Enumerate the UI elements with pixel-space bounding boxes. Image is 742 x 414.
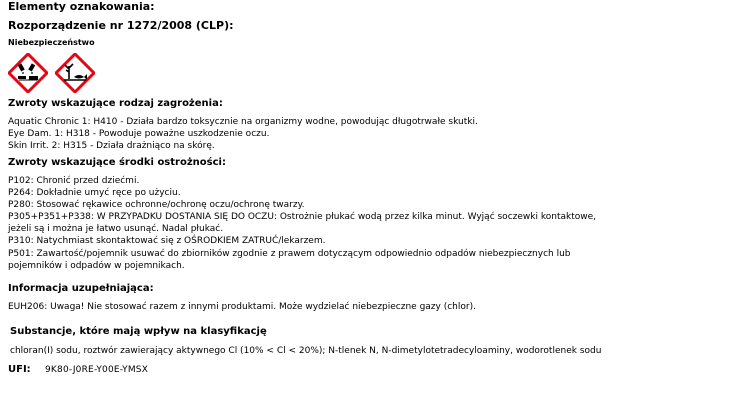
supplementary-text: EUH206: Uwaga! Nie stosować razem z innymi produktami. Może wydzielać niebezpieczne gazy (chlor). (8, 302, 476, 312)
precaution-line: P280: Stosować rękawice ochronne/ochronę oczu/ochronę twarzy. (8, 200, 305, 210)
hazard-statement: Eye Dam. 1: H318 - Powoduje poważne uszkodzenie oczu. (8, 129, 270, 139)
precaution-line: P264: Dokładnie umyć ręce po użyciu. (8, 188, 181, 198)
signal-word: Niebezpieczeństwo (8, 38, 95, 47)
ufi-label: UFI: (8, 364, 31, 375)
hazard-statement: Skin Irrit. 2: H315 - Działa drażniąco na skórę. (8, 141, 215, 151)
regulation-heading: Rozporządzenie nr 1272/2008 (CLP): (8, 19, 234, 32)
precaution-line: P102: Chronić przed dziećmi. (8, 176, 140, 186)
supplementary-heading: Informacja uzupełniająca: (8, 283, 154, 294)
precaution-heading: Zwroty wskazujące środki ostrożności: (8, 157, 226, 168)
precaution-line: P501: Zawartość/pojemnik usuwać do zbiorników zgodnie z prawem dotyczącym odpowiednio odpadów niebezpiecznych lub (8, 249, 571, 259)
section-title: Elementy oznakowania: (8, 0, 155, 13)
precaution-line: P305+P351+P338: W PRZYPADKU DOSTANIA SIĘ DO OCZU: Ostrożnie płukać wodą przez kilka minut. Wyjąć soczewki kontaktowe, (8, 212, 596, 222)
environment-icon (55, 53, 95, 93)
corrosion-icon (8, 53, 48, 93)
precaution-line: jeżeli są i można je łatwo usunąć. Nadal płukać. (8, 224, 224, 234)
hazard-heading: Zwroty wskazujące rodzaj zagrożenia: (8, 98, 223, 109)
precaution-line: pojemników i odpadów w pojemnikach. (8, 261, 185, 271)
ufi-value: 9K80-J0RE-Y00E-YMSX (45, 365, 149, 375)
precaution-line: P310: Natychmiast skontaktować się z OŚRODKIEM ZATRUĆ/lekarzem. (8, 236, 326, 246)
hazard-statement: Aquatic Chronic 1: H410 - Działa bardzo toksycznie na organizmy wodne, powodując długotrwałe skutki. (8, 117, 478, 127)
substances-text: chloran(I) sodu, roztwór zawierający aktywnego Cl (10% < Cl < 20%); N-tlenek N, N-dimetylotetradecyloaminy, wodorotlenek sodu (10, 346, 602, 356)
substances-heading: Substancje, które mają wpływ na klasyfikację (10, 326, 267, 337)
